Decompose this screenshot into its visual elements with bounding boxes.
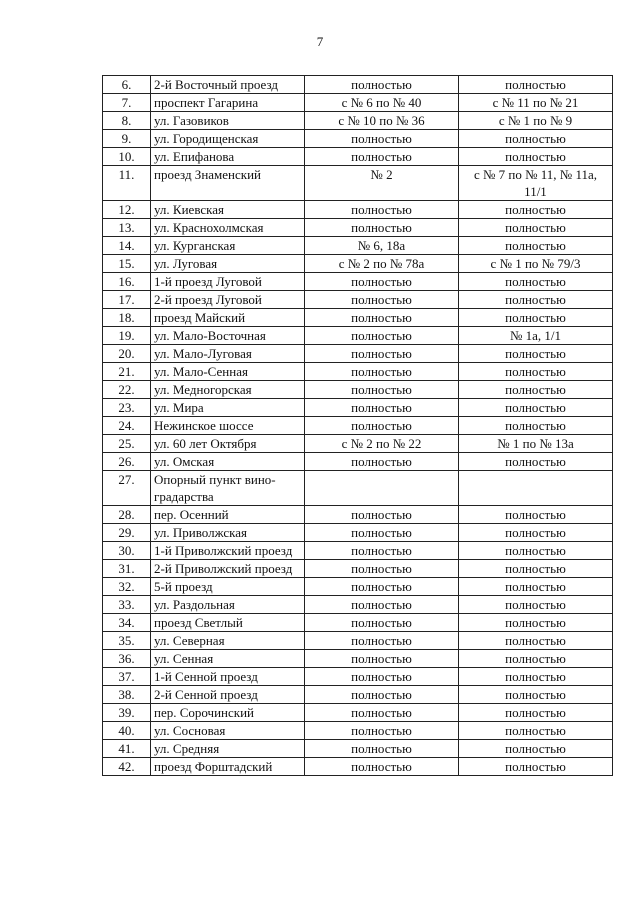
odd-houses: полностью bbox=[459, 417, 613, 435]
table-row bbox=[103, 471, 613, 506]
street-name: ул. Мало-Луговая bbox=[151, 345, 305, 363]
street-name: ул. Киевская bbox=[151, 201, 305, 219]
row-number: 27. bbox=[103, 471, 151, 506]
odd-houses: полностью bbox=[459, 201, 613, 219]
row-number: 9. bbox=[103, 130, 151, 148]
row-number: 22. bbox=[103, 381, 151, 399]
even-houses: полностью bbox=[305, 363, 459, 381]
odd-houses: полностью bbox=[459, 614, 613, 632]
row-number: 40. bbox=[103, 722, 151, 740]
table-row bbox=[103, 596, 613, 614]
odd-houses: полностью bbox=[459, 76, 613, 94]
table-row bbox=[103, 668, 613, 686]
table-row bbox=[103, 166, 613, 201]
odd-houses: полностью bbox=[459, 542, 613, 560]
odd-houses: № 1 по № 13а bbox=[459, 435, 613, 453]
row-number: 38. bbox=[103, 686, 151, 704]
row-number: 33. bbox=[103, 596, 151, 614]
even-houses: полностью bbox=[305, 758, 459, 776]
odd-houses: полностью bbox=[459, 722, 613, 740]
row-number: 21. bbox=[103, 363, 151, 381]
row-number: 20. bbox=[103, 345, 151, 363]
row-number: 19. bbox=[103, 327, 151, 345]
row-number: 23. bbox=[103, 399, 151, 417]
row-number: 17. bbox=[103, 291, 151, 309]
street-name: ул. Сосновая bbox=[151, 722, 305, 740]
street-name: ул. Приволжская bbox=[151, 524, 305, 542]
even-houses: полностью bbox=[305, 273, 459, 291]
table-row bbox=[103, 327, 613, 345]
table-row bbox=[103, 237, 613, 255]
even-houses: полностью bbox=[305, 76, 459, 94]
street-name: 1-й Приволжский проезд bbox=[151, 542, 305, 560]
odd-houses: полностью bbox=[459, 130, 613, 148]
even-houses: с № 6 по № 40 bbox=[305, 94, 459, 112]
odd-houses: полностью bbox=[459, 381, 613, 399]
even-houses: № 2 bbox=[305, 166, 459, 201]
street-name: пер. Сорочинский bbox=[151, 704, 305, 722]
table-row bbox=[103, 309, 613, 327]
table-row bbox=[103, 524, 613, 542]
odd-houses: полностью bbox=[459, 219, 613, 237]
street-name: проезд Светлый bbox=[151, 614, 305, 632]
row-number: 16. bbox=[103, 273, 151, 291]
row-number: 10. bbox=[103, 148, 151, 166]
table-row bbox=[103, 363, 613, 381]
even-houses: полностью bbox=[305, 309, 459, 327]
odd-houses: с № 11 по № 21 bbox=[459, 94, 613, 112]
even-houses: полностью bbox=[305, 578, 459, 596]
odd-houses: полностью bbox=[459, 704, 613, 722]
even-houses: полностью bbox=[305, 524, 459, 542]
even-houses: с № 2 по № 78а bbox=[305, 255, 459, 273]
street-name: 1-й проезд Луговой bbox=[151, 273, 305, 291]
row-number: 29. bbox=[103, 524, 151, 542]
street-name: ул. Курганская bbox=[151, 237, 305, 255]
table-row bbox=[103, 435, 613, 453]
even-houses: № 6, 18а bbox=[305, 237, 459, 255]
street-name: 2-й Приволжский проезд bbox=[151, 560, 305, 578]
even-houses: полностью bbox=[305, 327, 459, 345]
odd-houses: полностью bbox=[459, 345, 613, 363]
even-houses: с № 2 по № 22 bbox=[305, 435, 459, 453]
odd-houses: полностью bbox=[459, 632, 613, 650]
odd-houses: № 1а, 1/1 bbox=[459, 327, 613, 345]
row-number: 14. bbox=[103, 237, 151, 255]
even-houses: полностью bbox=[305, 399, 459, 417]
row-number: 36. bbox=[103, 650, 151, 668]
odd-houses: полностью bbox=[459, 273, 613, 291]
even-houses: полностью bbox=[305, 148, 459, 166]
odd-houses: полностью bbox=[459, 650, 613, 668]
even-houses: полностью bbox=[305, 686, 459, 704]
table-row bbox=[103, 399, 613, 417]
table-row bbox=[103, 722, 613, 740]
odd-houses: полностью bbox=[459, 291, 613, 309]
street-name: ул. Епифанова bbox=[151, 148, 305, 166]
table-row bbox=[103, 130, 613, 148]
even-houses: полностью bbox=[305, 650, 459, 668]
row-number: 28. bbox=[103, 506, 151, 524]
table-row bbox=[103, 201, 613, 219]
even-houses: с № 10 по № 36 bbox=[305, 112, 459, 130]
street-name: ул. Городищенская bbox=[151, 130, 305, 148]
street-name: ул. Краснохолмская bbox=[151, 219, 305, 237]
even-houses: полностью bbox=[305, 506, 459, 524]
table-row bbox=[103, 650, 613, 668]
odd-houses: с № 7 по № 11, № 11а, 11/1 bbox=[459, 166, 613, 201]
table-row bbox=[103, 560, 613, 578]
even-houses: полностью bbox=[305, 345, 459, 363]
table-row bbox=[103, 578, 613, 596]
street-name: ул. Луговая bbox=[151, 255, 305, 273]
table-row bbox=[103, 704, 613, 722]
even-houses: полностью bbox=[305, 417, 459, 435]
table-row bbox=[103, 506, 613, 524]
street-name: ул. Медногорская bbox=[151, 381, 305, 399]
row-number: 6. bbox=[103, 76, 151, 94]
odd-houses: полностью bbox=[459, 560, 613, 578]
odd-houses: полностью bbox=[459, 524, 613, 542]
row-number: 30. bbox=[103, 542, 151, 560]
even-houses: полностью bbox=[305, 453, 459, 471]
even-houses: полностью bbox=[305, 201, 459, 219]
odd-houses: полностью bbox=[459, 309, 613, 327]
street-name: ул. Средняя bbox=[151, 740, 305, 758]
table-row bbox=[103, 255, 613, 273]
even-houses: полностью bbox=[305, 381, 459, 399]
odd-houses: полностью bbox=[459, 578, 613, 596]
odd-houses: полностью bbox=[459, 148, 613, 166]
streets-table bbox=[102, 75, 613, 776]
row-number: 37. bbox=[103, 668, 151, 686]
even-houses: полностью bbox=[305, 668, 459, 686]
odd-houses: с № 1 по № 79/3 bbox=[459, 255, 613, 273]
street-name: 2-й проезд Луговой bbox=[151, 291, 305, 309]
street-name: 2-й Сенной проезд bbox=[151, 686, 305, 704]
even-houses: полностью bbox=[305, 596, 459, 614]
street-name: проезд Майский bbox=[151, 309, 305, 327]
table-row bbox=[103, 219, 613, 237]
street-name: пер. Осенний bbox=[151, 506, 305, 524]
odd-houses: полностью bbox=[459, 758, 613, 776]
even-houses bbox=[305, 471, 459, 506]
odd-houses bbox=[459, 471, 613, 506]
street-name: ул. 60 лет Октября bbox=[151, 435, 305, 453]
table-row bbox=[103, 112, 613, 130]
table-row bbox=[103, 417, 613, 435]
street-name: проезд Форштадский bbox=[151, 758, 305, 776]
table-row bbox=[103, 453, 613, 471]
row-number: 25. bbox=[103, 435, 151, 453]
odd-houses: с № 1 по № 9 bbox=[459, 112, 613, 130]
odd-houses: полностью bbox=[459, 363, 613, 381]
table-body bbox=[103, 76, 613, 776]
row-number: 42. bbox=[103, 758, 151, 776]
table-row bbox=[103, 758, 613, 776]
street-name: ул. Мало-Восточная bbox=[151, 327, 305, 345]
odd-houses: полностью bbox=[459, 686, 613, 704]
table-row bbox=[103, 291, 613, 309]
street-name: 1-й Сенной проезд bbox=[151, 668, 305, 686]
even-houses: полностью bbox=[305, 130, 459, 148]
table-row bbox=[103, 686, 613, 704]
row-number: 8. bbox=[103, 112, 151, 130]
even-houses: полностью bbox=[305, 740, 459, 758]
odd-houses: полностью bbox=[459, 596, 613, 614]
table-row bbox=[103, 632, 613, 650]
table-row bbox=[103, 614, 613, 632]
table-row bbox=[103, 381, 613, 399]
page-number: 7 bbox=[316, 34, 324, 49]
table-row bbox=[103, 94, 613, 112]
even-houses: полностью bbox=[305, 291, 459, 309]
street-name: 2-й Восточный проезд bbox=[151, 76, 305, 94]
row-number: 18. bbox=[103, 309, 151, 327]
table-row bbox=[103, 542, 613, 560]
odd-houses: полностью bbox=[459, 740, 613, 758]
row-number: 7. bbox=[103, 94, 151, 112]
even-houses: полностью bbox=[305, 722, 459, 740]
table-row bbox=[103, 740, 613, 758]
row-number: 24. bbox=[103, 417, 151, 435]
table-row bbox=[103, 76, 613, 94]
street-name: ул. Раздольная bbox=[151, 596, 305, 614]
even-houses: полностью bbox=[305, 632, 459, 650]
street-name: ул. Газовиков bbox=[151, 112, 305, 130]
street-name: ул. Мало-Сенная bbox=[151, 363, 305, 381]
table-row bbox=[103, 273, 613, 291]
row-number: 41. bbox=[103, 740, 151, 758]
row-number: 31. bbox=[103, 560, 151, 578]
even-houses: полностью bbox=[305, 219, 459, 237]
odd-houses: полностью bbox=[459, 399, 613, 417]
street-name: Нежинское шоссе bbox=[151, 417, 305, 435]
row-number: 13. bbox=[103, 219, 151, 237]
even-houses: полностью bbox=[305, 704, 459, 722]
odd-houses: полностью bbox=[459, 668, 613, 686]
odd-houses: полностью bbox=[459, 506, 613, 524]
street-name: 5-й проезд bbox=[151, 578, 305, 596]
row-number: 12. bbox=[103, 201, 151, 219]
row-number: 35. bbox=[103, 632, 151, 650]
table-row bbox=[103, 148, 613, 166]
even-houses: полностью bbox=[305, 614, 459, 632]
row-number: 15. bbox=[103, 255, 151, 273]
row-number: 32. bbox=[103, 578, 151, 596]
even-houses: полностью bbox=[305, 542, 459, 560]
street-name: Опорный пункт вино-градарства bbox=[151, 471, 305, 506]
even-houses: полностью bbox=[305, 560, 459, 578]
row-number: 34. bbox=[103, 614, 151, 632]
street-name: ул. Мира bbox=[151, 399, 305, 417]
street-name: ул. Омская bbox=[151, 453, 305, 471]
street-name: проезд Знаменский bbox=[151, 166, 305, 201]
odd-houses: полностью bbox=[459, 237, 613, 255]
row-number: 11. bbox=[103, 166, 151, 201]
street-name: проспект Гагарина bbox=[151, 94, 305, 112]
street-name: ул. Северная bbox=[151, 632, 305, 650]
row-number: 39. bbox=[103, 704, 151, 722]
row-number: 26. bbox=[103, 453, 151, 471]
odd-houses: полностью bbox=[459, 453, 613, 471]
street-name: ул. Сенная bbox=[151, 650, 305, 668]
table-row bbox=[103, 345, 613, 363]
